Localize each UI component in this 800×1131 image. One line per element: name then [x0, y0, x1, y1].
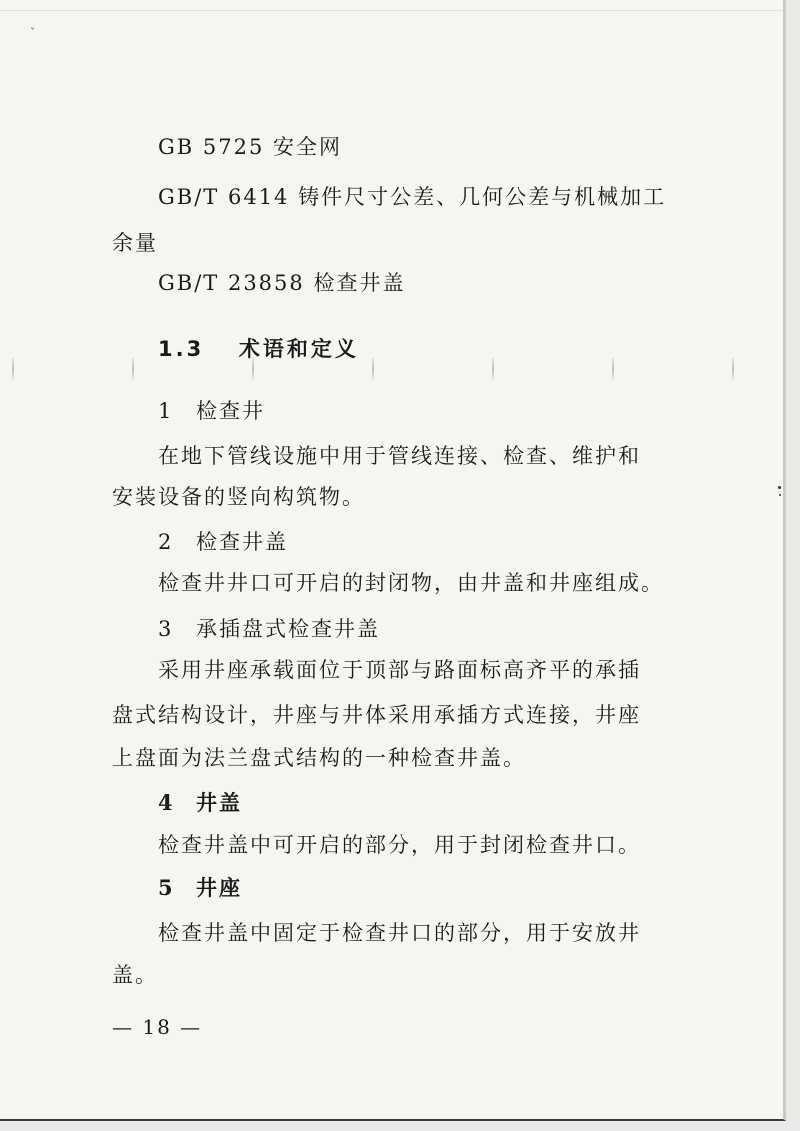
standard-ref-gbt23858 [158, 268, 405, 298]
scan-edge-line [0, 10, 783, 11]
page-number: — 18 — [112, 1015, 203, 1039]
scan-speck [778, 486, 781, 489]
term-number: 4 [158, 790, 175, 815]
scan-tick-mark [372, 358, 374, 380]
standard-ref-gbt6414 [158, 182, 666, 212]
term-heading-5 [158, 873, 242, 903]
standard-title-continuation: 余量 [112, 231, 158, 255]
term-heading-4 [158, 788, 242, 818]
term-definition-line: 在地下管线设施中用于管线连接、检查、维护和 [158, 444, 641, 468]
section-number: 1.3 [158, 337, 205, 361]
section-heading [158, 334, 359, 364]
term-definition-line: 检查井井口可开启的封闭物，由井盖和井座组成。 [158, 571, 664, 595]
term-number: 1 [158, 399, 174, 423]
scan-tick-mark [132, 358, 134, 380]
term-name: 检查井 [196, 399, 265, 423]
term-definition-line: 盘式结构设计，井座与井体采用承插方式连接，井座 [112, 703, 641, 727]
term-heading-3 [158, 614, 380, 644]
scan-tick-mark [732, 358, 734, 380]
scan-tick-mark [612, 358, 614, 380]
term-definition-line: 安装设备的竖向构筑物。 [112, 485, 365, 509]
term-definition-line: 盖。 [112, 963, 158, 987]
standard-title: 安全网 [273, 135, 343, 159]
term-name: 井座 [196, 875, 242, 900]
term-name: 承插盘式检查井盖 [196, 617, 380, 641]
scan-tick-mark [492, 358, 494, 380]
term-number: 3 [158, 617, 174, 641]
term-name: 检查井盖 [196, 530, 288, 554]
term-name: 井盖 [196, 790, 242, 815]
term-definition-line: 检查井盖中可开启的部分，用于封闭检查井口。 [158, 833, 641, 857]
term-definition-line: 上盘面为法兰盘式结构的一种检查井盖。 [112, 746, 526, 770]
term-definition-line: 采用井座承载面位于顶部与路面标高齐平的承插 [158, 658, 641, 682]
term-definition-line: 检查井盖中固定于检查井口的部分，用于安放井 [158, 921, 641, 945]
term-heading-1 [158, 396, 265, 426]
section-title: 术语和定义 [238, 337, 359, 361]
standard-ref-gb5725 [158, 132, 342, 162]
standard-title: 检查井盖 [313, 271, 406, 295]
standard-code: GB 5725 [158, 135, 265, 159]
term-heading-2 [158, 527, 288, 557]
term-number: 2 [158, 530, 174, 554]
standard-code: GB/T 6414 [158, 185, 290, 209]
term-number: 5 [158, 875, 175, 900]
scan-speck [779, 494, 781, 496]
scan-tick-mark [12, 358, 14, 380]
standard-title: 铸件尺寸公差、几何公差与机械加工 [298, 185, 667, 209]
standard-code: GB/T 23858 [158, 271, 305, 295]
scan-mark: ˇ [30, 28, 35, 39]
